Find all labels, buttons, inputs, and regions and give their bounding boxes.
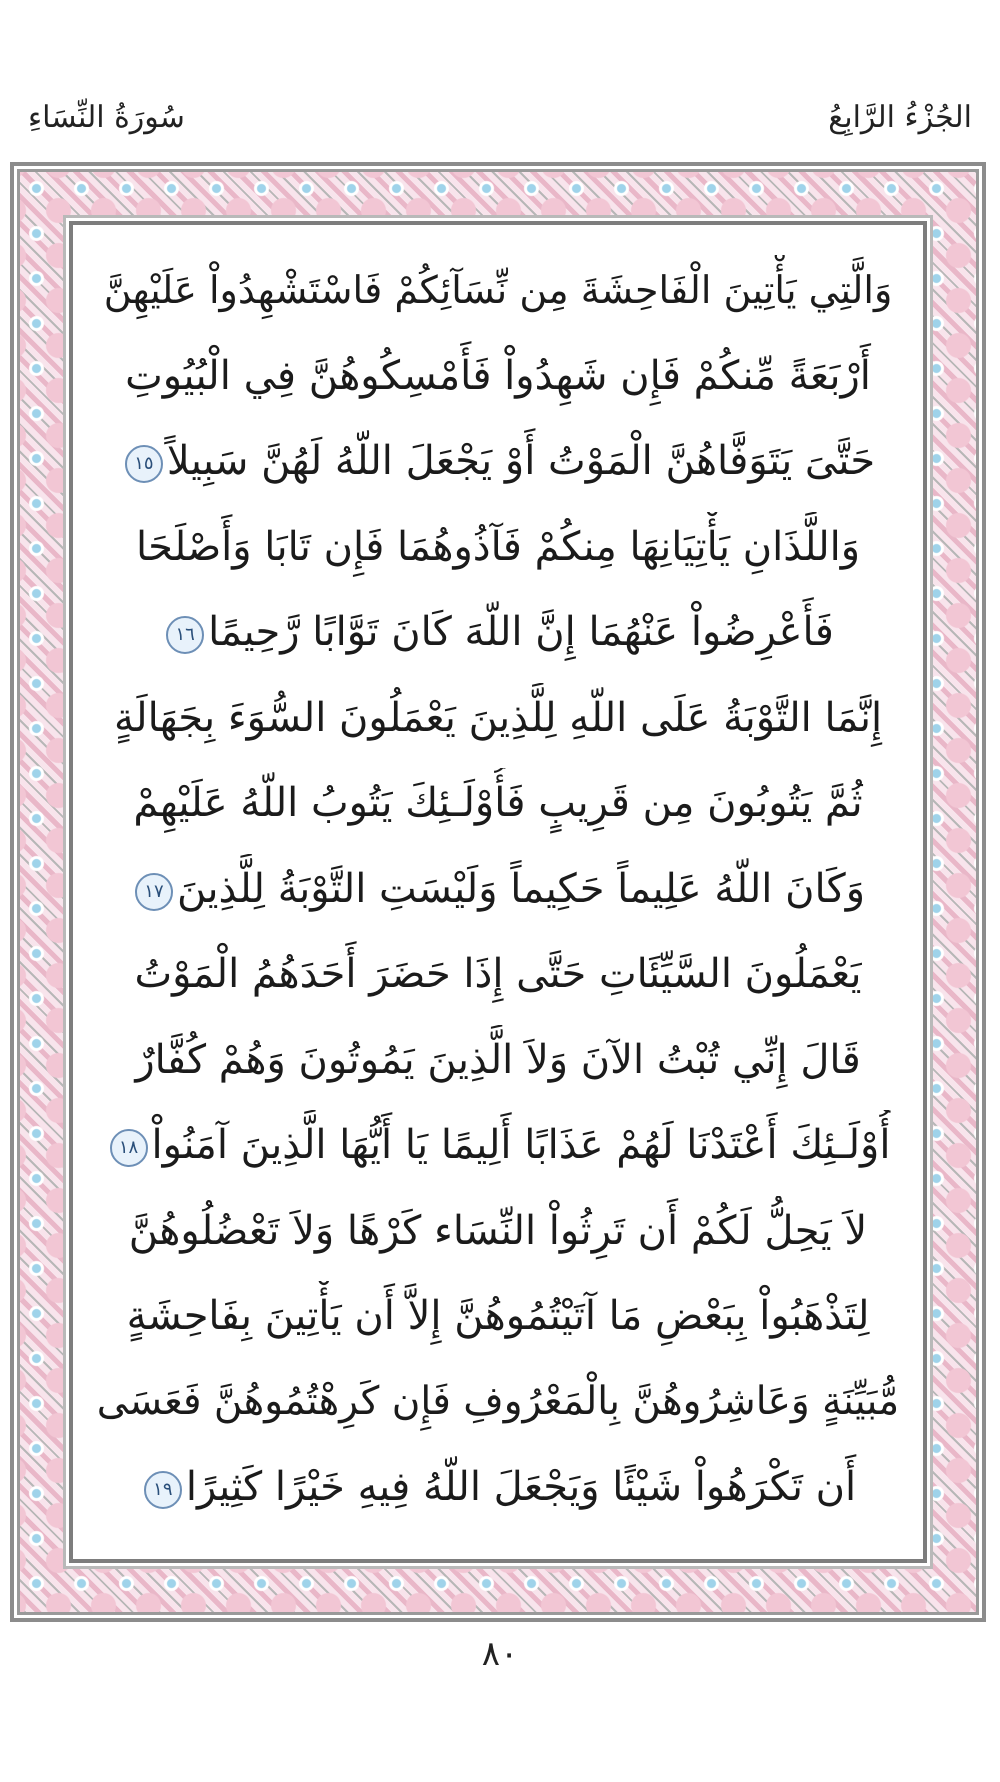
text-line (95, 255, 901, 332)
verse-text: قَالَ إِنِّي تُبْتُ الآنَ وَلاَ الَّذِينَ يَمُوتُونَ وَهُمْ كُفَّارٌ (135, 1036, 861, 1083)
ayah-number-marker: ١٥ (125, 445, 163, 483)
ayah-number-marker: ١٧ (135, 873, 173, 911)
verse-text: فَأَعْرِضُواْ عَنْهُمَا إِنَّ اللّهَ كَانَ تَوَّابًا رَّحِيمًا (208, 609, 834, 655)
page-number: ٨٠ (481, 1634, 519, 1674)
text-line (95, 854, 901, 931)
verse-text: لِتَذْهَبُواْ بِبَعْضِ مَا آتَيْتُمُوهُنَّ إِلاَّ أَن يَأْتِينَ بِفَاحِشَةٍ (126, 1293, 870, 1339)
verse-text: لاَ يَحِلُّ لَكُمْ أَن تَرِثُواْ النِّسَاء كَرْهًا وَلاَ تَعْضُلُوهُنَّ (128, 1207, 868, 1254)
verse-text: أُوْلَـئِكَ أَعْتَدْنَا لَهُمْ عَذَابًا أَلِيمًا يَا أَيُّهَا الَّذِينَ آمَنُواْ (151, 1122, 891, 1168)
text-line (95, 683, 901, 760)
verse-text: إِنَّمَا التَّوْبَةُ عَلَى اللّهِ لِلَّذِينَ يَعْمَلُونَ السُّوَءَ بِجَهَالَةٍ (113, 694, 883, 741)
verse-text: وَكَانَ اللّهُ عَلِيماً حَكِيماً وَلَيْسَتِ التَّوْبَةُ لِلَّذِينَ (176, 865, 866, 912)
verse-text: وَالَّتِي يَأْتِينَ الْفَاحِشَةَ مِن نِّسَآئِكُمْ فَاسْتَشْهِدُواْ عَلَيْهِنَّ (103, 268, 893, 312)
quran-text (95, 255, 901, 1529)
text-panel (69, 221, 927, 1563)
text-line (95, 1281, 901, 1358)
text-line (95, 768, 901, 845)
text-line (95, 1452, 901, 1529)
verse-text: حَتَّىَ يَتَوَفَّاهُنَّ الْمَوْتُ أَوْ يَجْعَلَ اللّهُ لَهُنَّ سَبِيلاً (166, 438, 876, 484)
ayah-number-marker: ١٨ (110, 1129, 148, 1167)
text-line (95, 341, 901, 418)
text-line (95, 1367, 901, 1444)
verse-text: مُّبَيِّنَةٍ وَعَاشِرُوهُنَّ بِالْمَعْرُوفِ فَإِن كَرِهْتُمُوهُنَّ فَعَسَى (96, 1378, 900, 1424)
text-line (95, 1025, 901, 1102)
text-line (95, 1110, 901, 1187)
verse-text: وَاللَّذَانِ يَأْتِيَانِهَا مِنكُمْ فَآذُوهُمَا فَإِن تَابَا وَأَصْلَحَا (135, 523, 861, 570)
verse-text: أَرْبَعَةً مِّنكُمْ فَإِن شَهِدُواْ فَأَمْسِكُوهُنَّ فِي الْبُيُوتِ (125, 352, 871, 399)
text-line (95, 1196, 901, 1273)
surah-name: سُورَةُ النِّسَاءِ (28, 99, 185, 135)
verse-text: يَعْمَلُونَ السَّيِّئَاتِ حَتَّى إِذَا حَضَرَ أَحَدَهُمُ الْمَوْتُ (134, 951, 862, 997)
ayah-number-marker: ١٦ (166, 616, 204, 654)
text-line (95, 512, 901, 589)
text-line (95, 939, 901, 1016)
verse-text: أَن تَكْرَهُواْ شَيْئًا وَيَجْعَلَ اللّهُ فِيهِ خَيْرًا كَثِيرًا (185, 1464, 857, 1510)
ayah-number-marker: ١٩ (144, 1471, 182, 1509)
ornamental-frame (10, 162, 986, 1622)
verse-text: ثُمَّ يَتُوبُونَ مِن قَرِيبٍ فَأُوْلَـئِكَ يَتُوبُ اللّهُ عَلَيْهِمْ (133, 780, 863, 826)
text-line (95, 597, 901, 674)
page-header (28, 92, 972, 142)
juz-name: الجُزْءُ الرَّابِعُ (828, 99, 972, 135)
text-line (95, 426, 901, 503)
